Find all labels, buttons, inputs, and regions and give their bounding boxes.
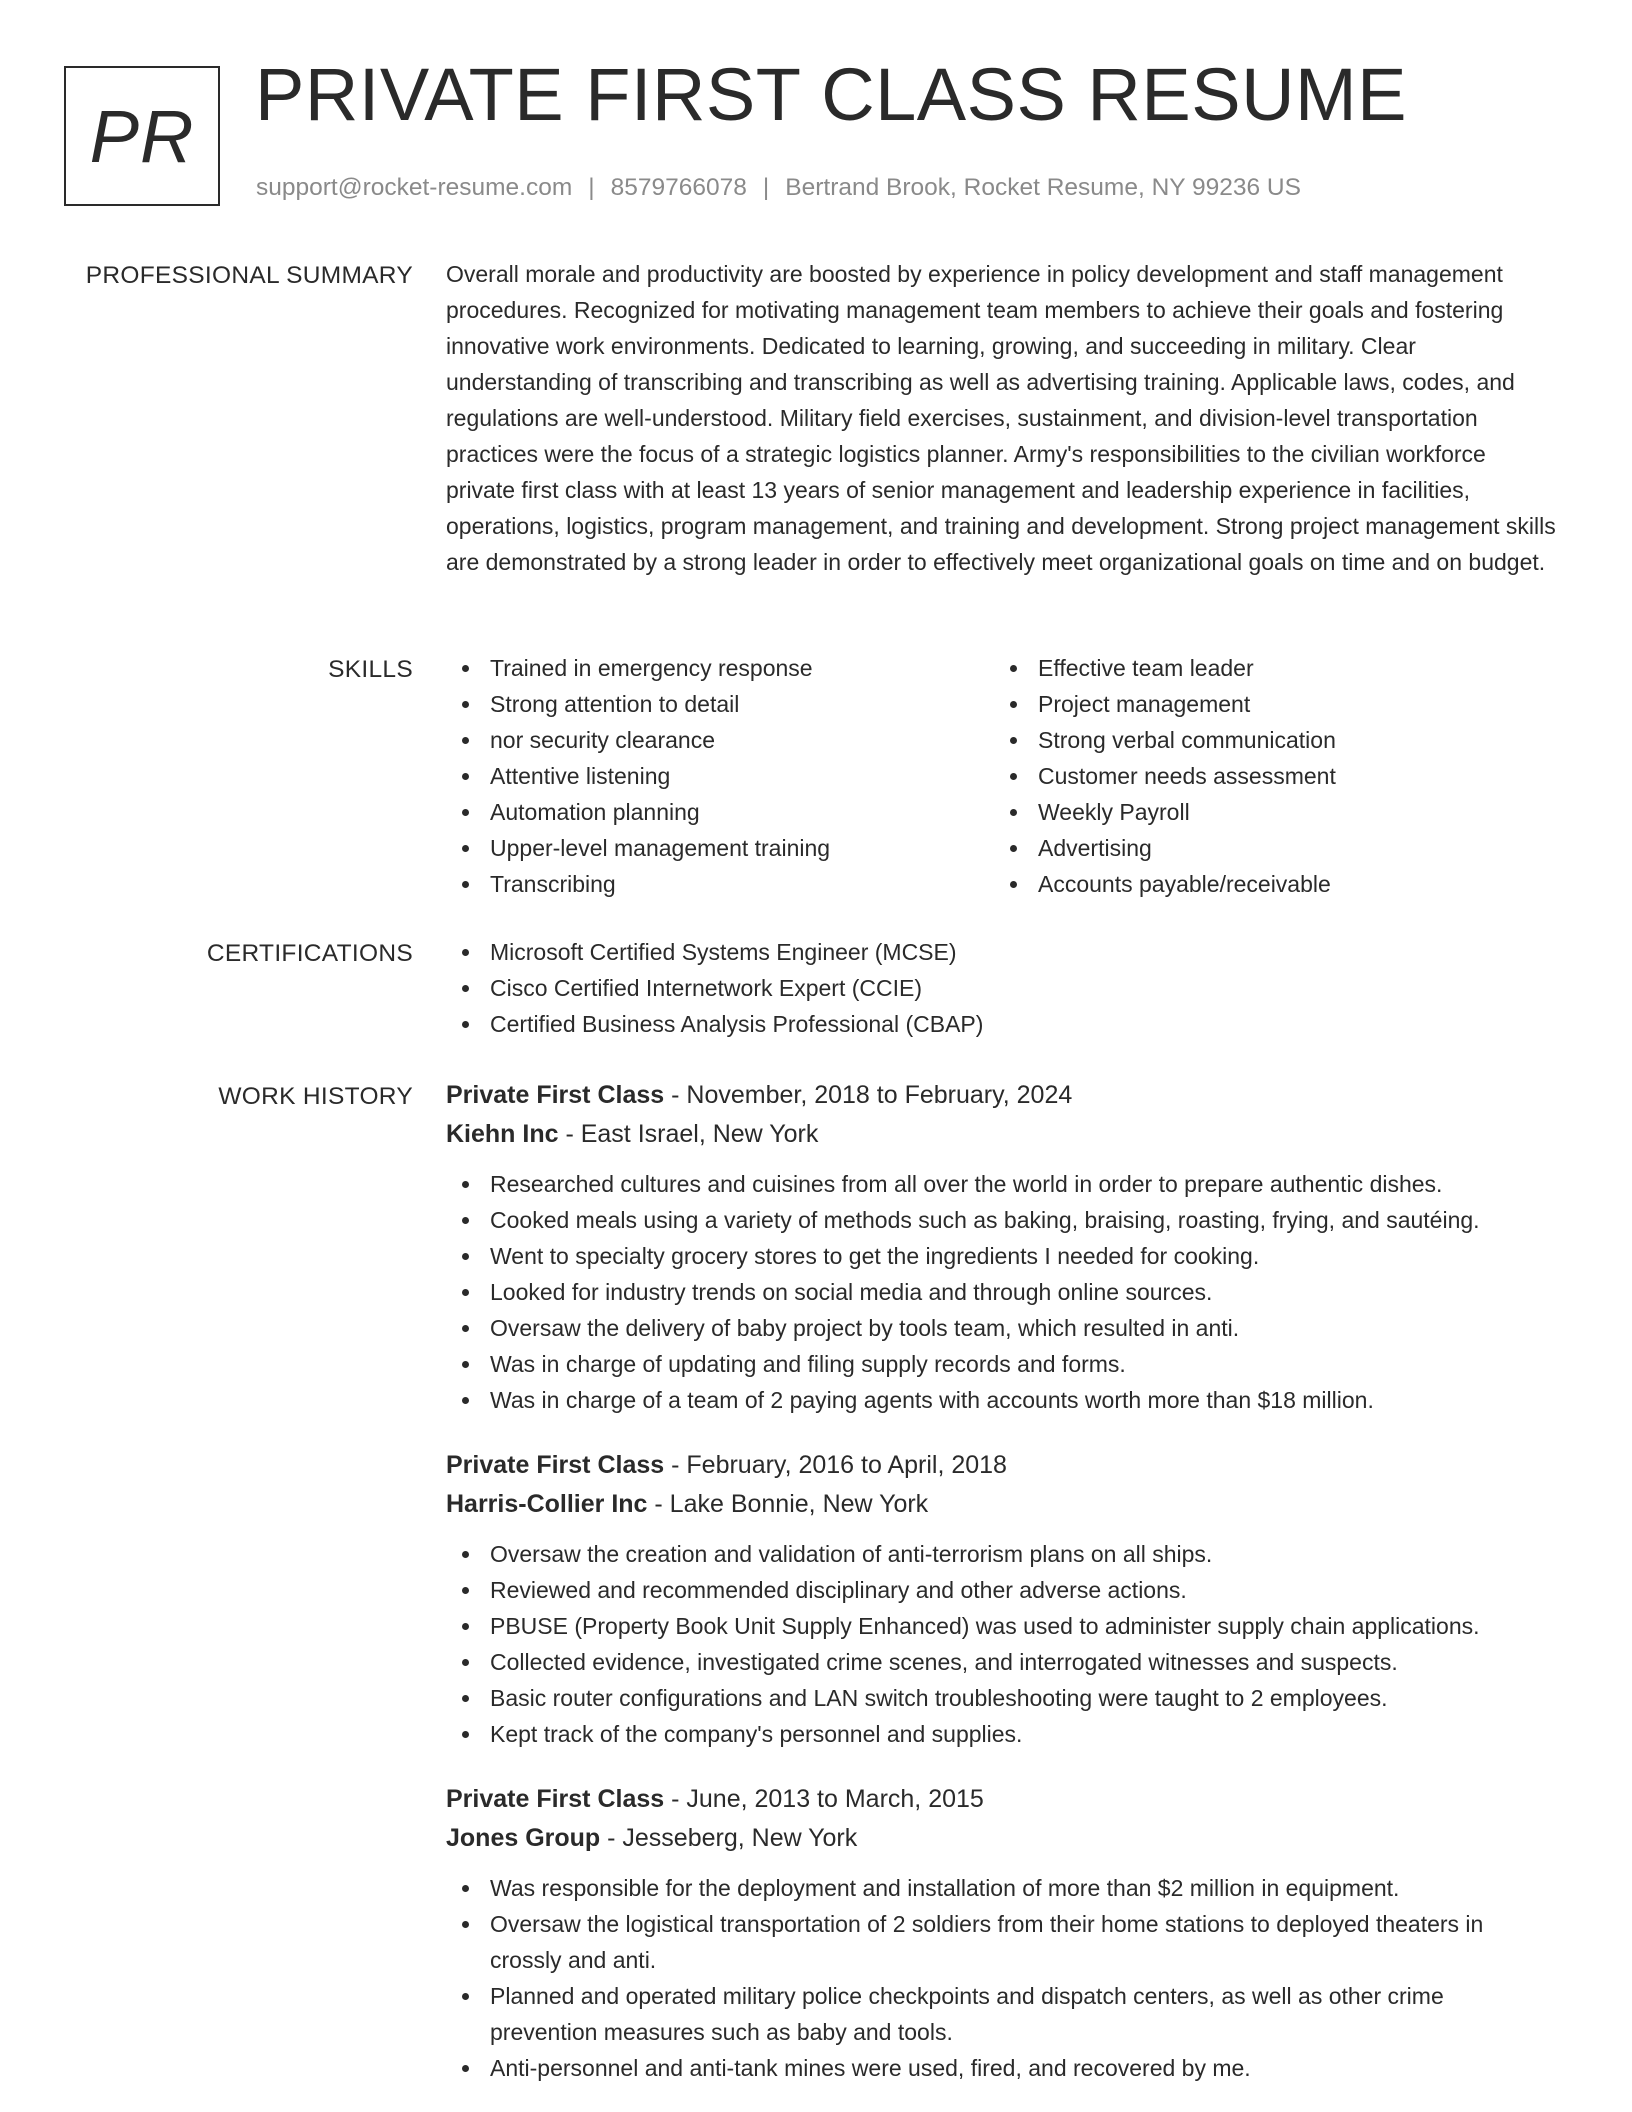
skills-body [446, 650, 1556, 902]
monogram-badge: PR [64, 66, 220, 206]
job-bullet: Kept track of the company's personnel and supplies. [446, 1716, 1556, 1752]
job-title: Private First Class [446, 1081, 665, 1109]
skill-item: Effective team leader [994, 650, 1542, 686]
skill-item: Automation planning [446, 794, 994, 830]
job-bullet: Planned and operated military police checkpoints and dispatch centers, as well as other crime prevention measures such as baby and tools. [446, 1978, 1556, 2050]
job-location: - East Israel, New York [558, 1120, 819, 1148]
work-history-heading: WORK HISTORY [218, 1083, 413, 1110]
job-bullet: Oversaw the logistical transportation of 2 soldiers from their home stations to deployed theaters in crossly and anti. [446, 1906, 1556, 1978]
job-entry [446, 1076, 1556, 1418]
skills-heading: SKILLS [328, 656, 413, 683]
job-company: Harris-Collier Inc [446, 1490, 648, 1518]
resume-title: PRIVATE FIRST CLASS RESUME [255, 53, 1408, 136]
skills-list-right [994, 650, 1542, 902]
job-title-line [446, 1446, 1556, 1484]
skill-item: Advertising [994, 830, 1542, 866]
job-bullets [446, 1166, 1556, 1418]
job-location: - Jesseberg, New York [600, 1824, 858, 1852]
job-bullet: Was responsible for the deployment and installation of more than $2 million in equipment. [446, 1870, 1556, 1906]
skill-item: Trained in emergency response [446, 650, 994, 686]
job-bullet: Basic router configurations and LAN switch troubleshooting were taught to 2 employees. [446, 1680, 1556, 1716]
job-company: Kiehn Inc [446, 1120, 559, 1148]
job-entry [446, 1780, 1556, 2086]
job-title: Private First Class [446, 1785, 665, 1813]
job-bullet: Researched cultures and cuisines from all over the world in order to prepare authentic dishes. [446, 1166, 1556, 1202]
job-bullet: PBUSE (Property Book Unit Supply Enhanced) was used to administer supply chain applications. [446, 1608, 1556, 1644]
summary-text: Overall morale and productivity are boosted by experience in policy development and staff management procedures. Recognized for motivating management team members to achieve their goals and fostering innovative work environments. Dedicated to learning, growing, and succeeding in military. Clear understanding of transcribing and transcribing as well as advertising training. Applicable laws, codes, and regulations are well-understood. Military field exercises, sustainment, and division-level transportation practices were the focus of a strategic logistics planner. Army's responsibilities to the civilian workforce private first class with at least 13 years of senior management and leadership experience in facilities, operations, logistics, program management, and training and development. Strong project management skills are demonstrated by a strong leader in order to effectively meet organizational goals on time and on budget. [446, 261, 1556, 575]
job-title-line [446, 1780, 1556, 1818]
certification-item: Microsoft Certified Systems Engineer (MCSE) [446, 934, 1556, 970]
skill-item: Attentive listening [446, 758, 994, 794]
job-dates: - June, 2013 to March, 2015 [664, 1785, 984, 1813]
contact-address: Bertrand Brook, Rocket Resume, NY 99236 US [785, 174, 1301, 201]
contact-line [256, 174, 1301, 202]
job-title: Private First Class [446, 1451, 665, 1479]
job-bullets [446, 1536, 1556, 1752]
contact-separator: | [762, 174, 770, 201]
skills-list-left [446, 650, 994, 902]
skill-item: nor security clearance [446, 722, 994, 758]
job-dates: - February, 2016 to April, 2018 [664, 1451, 1007, 1479]
job-bullet: Anti-personnel and anti-tank mines were used, fired, and recovered by me. [446, 2050, 1556, 2086]
job-title-line [446, 1076, 1556, 1114]
contact-separator: | [588, 174, 595, 201]
work-history-body [446, 1076, 1556, 2086]
certification-item: Cisco Certified Internetwork Expert (CCIE) [446, 970, 1556, 1006]
job-bullet: Was in charge of updating and filing supply records and forms. [446, 1346, 1556, 1382]
job-bullet: Went to specialty grocery stores to get the ingredients I needed for cooking. [446, 1238, 1556, 1274]
job-bullet: Oversaw the delivery of baby project by tools team, which resulted in anti. [446, 1310, 1556, 1346]
skill-item: Customer needs assessment [994, 758, 1542, 794]
job-dates: - November, 2018 to February, 2024 [664, 1081, 1073, 1109]
certifications-heading: CERTIFICATIONS [206, 940, 413, 967]
skill-item: Project management [994, 686, 1542, 722]
skill-item: Weekly Payroll [994, 794, 1542, 830]
skill-item: Strong verbal communication [994, 722, 1542, 758]
contact-phone[interactable]: 8579766078 [610, 174, 747, 201]
job-bullet: Oversaw the creation and validation of anti-terrorism plans on all ships. [446, 1536, 1556, 1572]
job-bullets [446, 1870, 1556, 2086]
job-company-line [446, 1484, 1556, 1524]
job-bullet: Was in charge of a team of 2 paying agents with accounts worth more than $18 million. [446, 1382, 1556, 1418]
job-bullet: Reviewed and recommended disciplinary and other adverse actions. [446, 1572, 1556, 1608]
skill-item: Transcribing [446, 866, 994, 902]
job-company-line [446, 1114, 1556, 1154]
skill-item: Accounts payable/receivable [994, 866, 1542, 902]
summary-body [446, 256, 1556, 580]
job-location: - Lake Bonnie, New York [647, 1490, 929, 1518]
certifications-list [446, 934, 1556, 1042]
contact-email[interactable]: support@rocket-resume.com [256, 174, 573, 201]
job-bullet: Looked for industry trends on social media and through online sources. [446, 1274, 1556, 1310]
summary-heading: PROFESSIONAL SUMMARY [85, 262, 413, 289]
job-bullet: Collected evidence, investigated crime scenes, and interrogated witnesses and suspects. [446, 1644, 1556, 1680]
certification-item: Certified Business Analysis Professional (CBAP) [446, 1006, 1556, 1042]
job-entry [446, 1446, 1556, 1752]
job-bullet: Cooked meals using a variety of methods such as baking, braising, roasting, frying, and sautéing. [446, 1202, 1556, 1238]
job-company-line [446, 1818, 1556, 1858]
skill-item: Strong attention to detail [446, 686, 994, 722]
job-company: Jones Group [446, 1824, 601, 1852]
skill-item: Upper-level management training [446, 830, 994, 866]
certifications-body [446, 934, 1556, 1042]
